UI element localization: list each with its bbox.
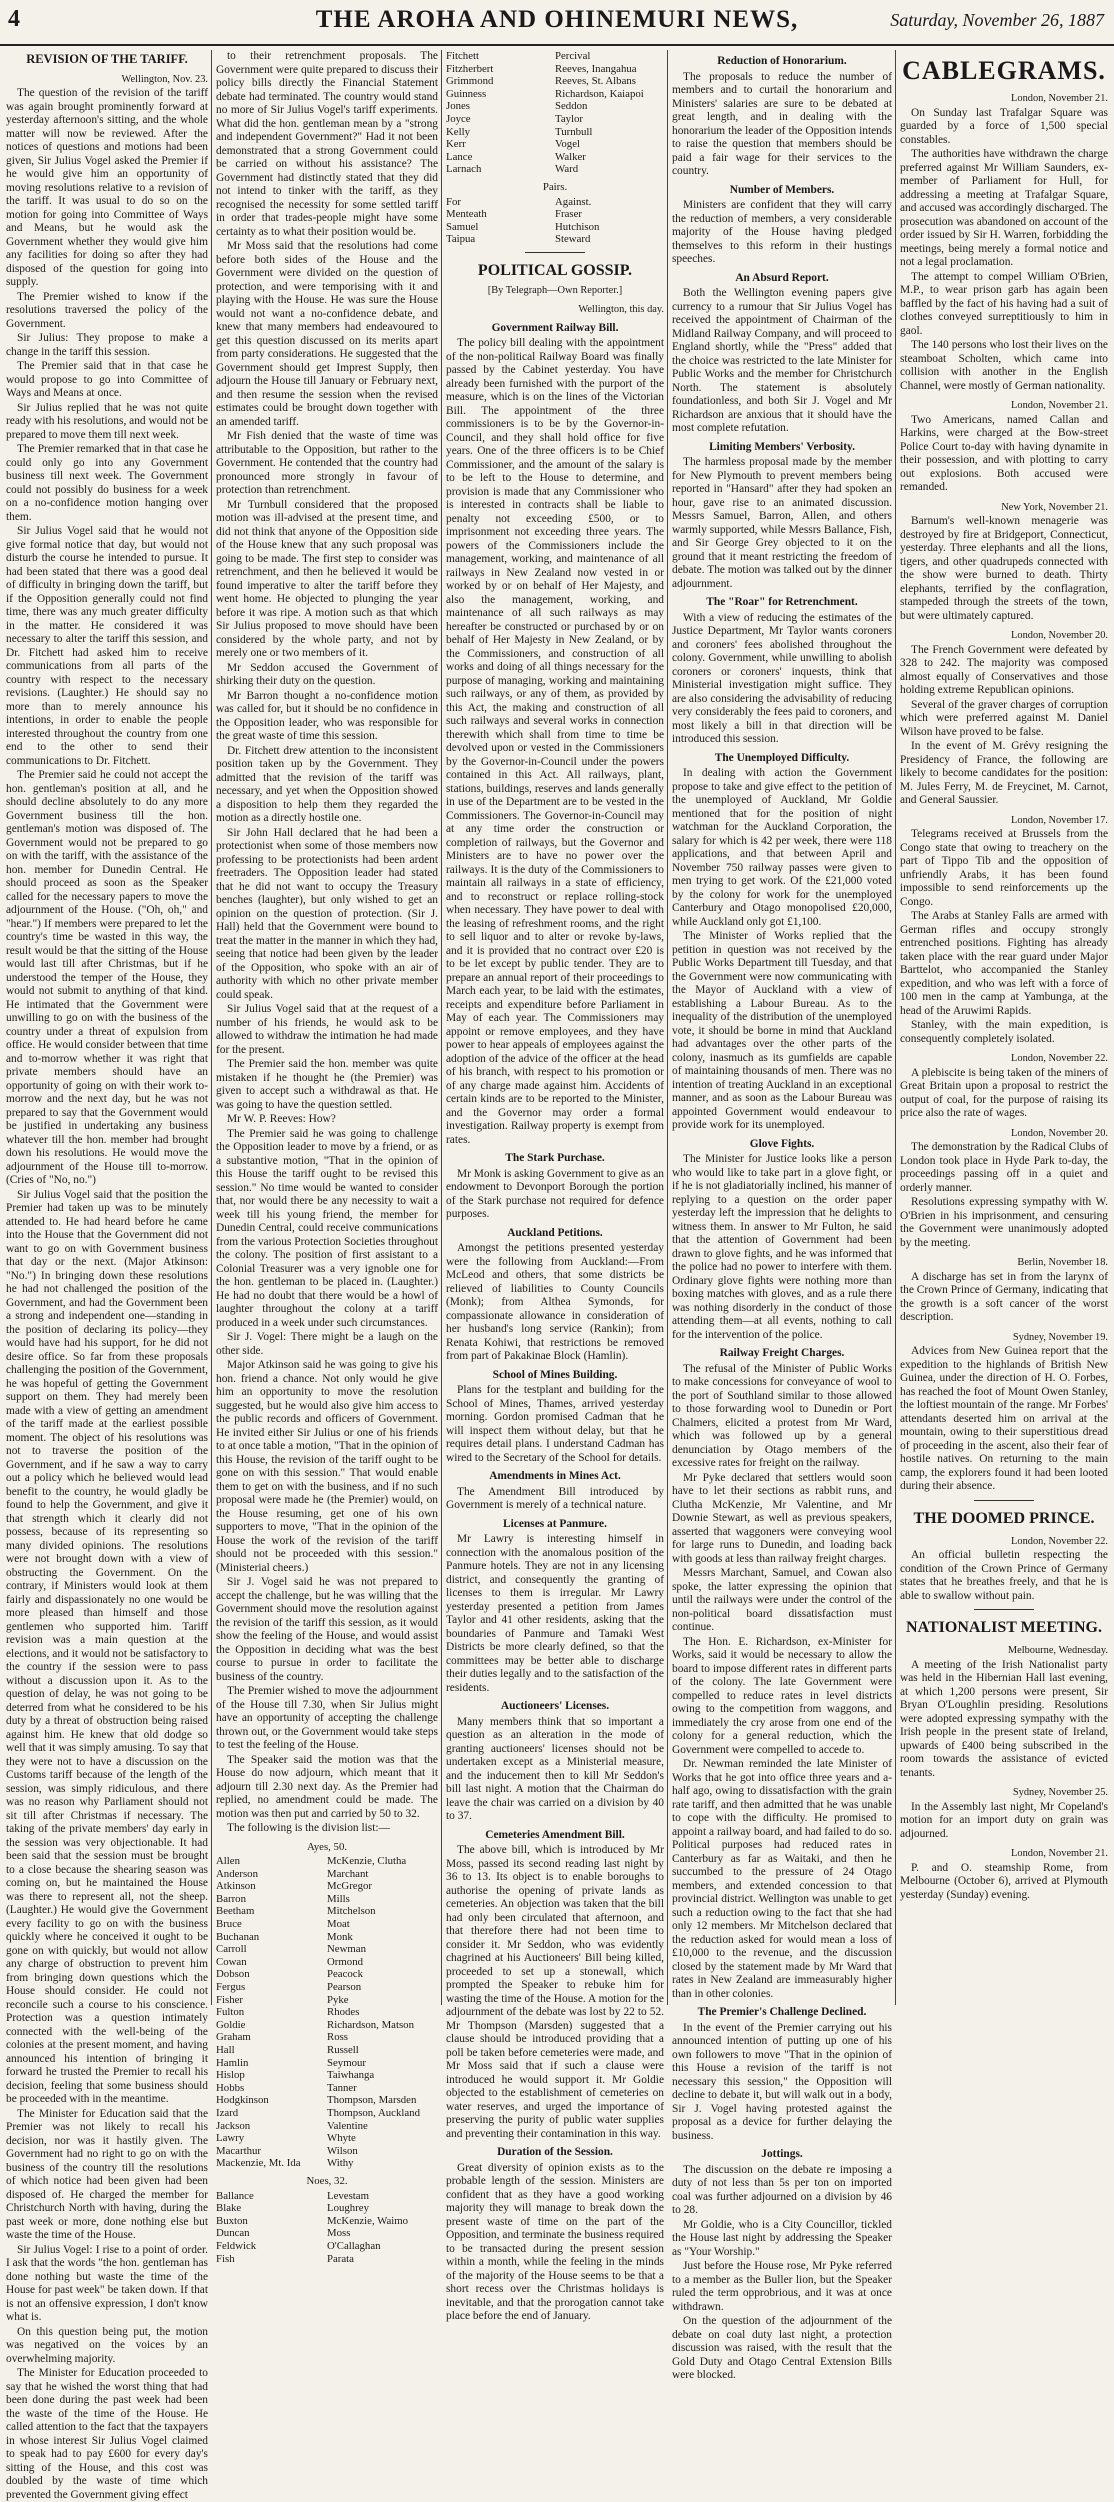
dateline: Berlin, November 18. xyxy=(1017,1257,1108,1268)
paragraph: The Premier said he could not accept the hon. gentleman's position at all, and he should decline absolutely to do any more Government business till the hon. gentleman's motion was disposed of. The Government would not be prepared to go on with the tariff, with the assistance of the hon. member for Dunedin Central. He should proceed as soon as the Speaker called for the necessary papers to move the adjournment of the House. ("Oh, oh," and "hear.") If members were prepared to let the country's time be wasted in this way, the result would be that the sitting of the House would last till after Christmas, but if he understood the temper of the House, they would not submit to anything of that kind. He intimated that the Government were unwilling to go on with the business of the country under a threat of expulsion from office. He would consider between that time and to-morrow whether it was right that private members should have an opportunity of going on with their work to-morrow and the next day, but he was not prepared to say that the Government would be justified in undertaking any business whatever till the hon. member had brought down his resolutions. He would move the adjournment of the House till to-morrow. (Cries of "No, no.") xyxy=(6,769,208,1186)
member-name: Ward xyxy=(555,163,579,176)
paragraph: Two Americans, named Callan and Harkins, were charged at the Bow-street Police Court to-day with having dynamite in their possession, and with plotting to carry out explosions. Both accused were remanded. xyxy=(900,413,1108,493)
article-body xyxy=(900,1847,1108,1902)
member-name: Moat xyxy=(327,1918,350,1931)
member-name: Taiwhanga xyxy=(327,2069,375,2082)
division-row xyxy=(216,1880,438,1893)
division-row xyxy=(216,2057,438,2070)
paragraph: The Premier said the hon. member was quite mistaken if he thought he (the Premier) was given to accept such a withdrawal as that. He was going to have the question settled. xyxy=(216,1058,438,1111)
paragraph: Sir J. Vogel said he was not prepared to accept the challenge, but he was willing that the Government should move the resolution against the revision of the tariff this session, as it would show the feeling of the House, and would assist the Opposition in deciding what was the best course to pursue in order to facilitate the business of the country. xyxy=(216,1576,438,1683)
pairs-header xyxy=(446,196,664,209)
section-heading: Glove Fights. xyxy=(749,1137,815,1150)
division-row xyxy=(216,2190,438,2203)
member-name: Kelly xyxy=(446,125,470,138)
dateline: London, November 21. xyxy=(1011,400,1108,411)
division-row xyxy=(446,75,664,88)
article-body xyxy=(900,1535,1108,1604)
ayes-label: Ayes, 50. xyxy=(306,1840,348,1853)
paragraph: Messrs Marchant, Samuel, and Cowan also spoke, the latter expressing the opinion that until the railways were under the control of the non-political board dissatisfaction must continue. xyxy=(672,1567,892,1633)
paragraph: Mr W. P. Reeves: How? xyxy=(227,1113,336,1125)
paragraph: Mr Goldie, who is a City Councillor, tickled the House last night by addressing the Speaker as "Your Worship." xyxy=(672,2218,892,2258)
paragraph: Mr Seddon accused the Government of shirking their duty on the question. xyxy=(216,661,438,687)
article-body xyxy=(900,1644,1108,1780)
member-name: Withy xyxy=(327,2157,354,2170)
column-4 xyxy=(672,50,892,2381)
section-heading: School of Mines Building. xyxy=(492,1368,618,1381)
paragraph: In the event of the Premier carrying out his announced intention of putting up one of his own followers to move "That in the opinion of this House a revision of the tariff is not necessary this session," the Opposition will decline to debate it, but will walk out in a body, Sir J. Vogel having protested against the proposal as a device for further delaying the business. xyxy=(672,2021,892,2142)
division-row xyxy=(216,2253,438,2266)
column-rule xyxy=(895,50,896,2005)
section-heading: Amendments in Mines Act. xyxy=(489,1470,621,1483)
paragraph: The Premier wished to know if the resolutions traversed the policy of the Government. xyxy=(6,290,208,330)
paragraph: The harmless proposal made by the member for New Plymouth to prevent members being reported in "Hansard" after they had spoken an hour, gave rise to an animated discussion. Messrs Samuel, Barron, Allen, and others warmly supported, while Messrs Ballance, Fish, and Sir George Grey objected to it on the ground that it meant restricting the freedom of debate. The motion was talked out by the dinner adjournment. xyxy=(672,456,892,590)
member-name: Cowan xyxy=(216,1955,247,1968)
member-name: Fulton xyxy=(216,2006,245,2019)
division-row xyxy=(446,63,664,76)
paragraph: Mr Monk is asking Government to give as an endowment to Devonport Borough the portion of the Stark purchase not required for defence purposes. xyxy=(446,1167,664,1221)
member-name: Fraser xyxy=(555,208,582,221)
column-rule xyxy=(441,50,442,2005)
member-name: Turnbull xyxy=(555,125,593,138)
member-name: Reeves, Inangahua xyxy=(555,62,637,75)
member-name: Feldwick xyxy=(216,2239,257,2252)
member-name: Mills xyxy=(327,1892,350,1905)
member-name: Seymour xyxy=(327,2056,366,2069)
pairs-against-label: Against. xyxy=(555,195,592,208)
paragraph: Mr Lawry is interesting himself in connection with the anomalous position of the Panmure hotels. They are not in any licensing district, and consequently the granting of licenses to them is irregular. Mr Lawry yesterday presented a petition from James Taylor and 41 other residents, asking that the boundaries of Panmure and Tamaki West Districts be more clearly defined, so that the committees may be better able to discharge their duties legally and to the satisfaction of the residents. xyxy=(446,1533,664,1694)
dateline: London, November 17. xyxy=(1011,814,1108,826)
division-row xyxy=(446,113,664,126)
paragraph: P. and O. steamship Rome, from Melbourne (October 6), arrived at Plymouth yesterday (Sunday) evening. xyxy=(900,1861,1108,1901)
member-name: Percival xyxy=(555,50,591,62)
article-heading: REVISION OF THE TARIFF. xyxy=(26,52,188,66)
member-name: Kerr xyxy=(446,138,466,151)
paragraph: Sir Julius Vogel said that at the request of a number of his friends, he would ask to be allowed to withdraw the intimation he had made for the present. xyxy=(216,1003,438,1056)
paragraph: The Premier remarked that in that case he could only go into any Government business till next week. The Government could not possibly do business for a week on a no-confidence motion hanging over them. xyxy=(6,443,208,523)
issue-date: Saturday, November 26, 1887 xyxy=(890,10,1104,30)
member-name: McGregor xyxy=(327,1880,372,1893)
article-body xyxy=(900,1786,1108,1841)
division-row xyxy=(216,2094,438,2107)
member-name: Larnach xyxy=(446,163,482,176)
member-name: Buxton xyxy=(216,2214,248,2227)
division-row xyxy=(216,2069,438,2082)
member-name: Hislop xyxy=(216,2069,245,2082)
member-name: Hobbs xyxy=(216,2081,245,2094)
member-name: Taylor xyxy=(555,112,584,125)
division-row xyxy=(216,2044,438,2057)
paragraph: The Minister of Works replied that the petition in question was not received by the Public Works Department till Tuesday, and that the Government were now communicating with the Mayor of Auckland with a view of establishing a Labour Bureau. As to the inequality of the distribution of the unemployed vote, it should be borne in mind that Auckland had advantages over the other parts of the colony, inasmuch as its gumfields are capable of maintaining thousands of men. There was no intention of treating Auckland in an exceptional manner, and as soon as the Labour Bureau was appointed Government would endeavour to provide work for its unemployed. xyxy=(672,930,892,1131)
member-name: Richardson, Matson xyxy=(327,2018,414,2031)
member-name: Dobson xyxy=(216,1968,250,1981)
section-heading: The "Roar" for Retrenchment. xyxy=(706,596,858,608)
division-row xyxy=(216,1855,438,1868)
section-heading: Auctioneers' Licenses. xyxy=(500,1700,610,1713)
division-row xyxy=(216,1868,438,1881)
member-name: Moss xyxy=(327,2227,351,2240)
division-row xyxy=(216,2019,438,2032)
dateline: Sydney, November 25. xyxy=(1012,1787,1108,1798)
pairs-list xyxy=(446,208,664,246)
ayes-list xyxy=(216,1855,438,2170)
member-name: Macarthur xyxy=(216,2144,261,2157)
paragraph: Many members think that so important a question as an alteration in the mode of granting auctioneers' licenses should not be undertaken except as a Ministerial measure, and the inducement then to kill Mr Seddon's bill last night. A motion that the Chairman do leave the chair was carried on a division by 40 to 37. xyxy=(446,1715,664,1823)
column-rule xyxy=(211,50,212,2005)
dateline: London, November 21. xyxy=(1011,93,1108,104)
paragraph: Dr. Newman reminded the late Minister of Works that he got into office three years and a-half ago, owing to dissatisfaction with the grain rate tariff, and then admitted that he was unable to cope with the difficulty. He promised to appoint a railway board, and had failed to do so. Political purposes had reduced rates in Canterbury as far as Waitaki, and then he succumbed to the pressure of 24 Otago members, and extended concession to that provincial district. Wellington was unable to get such a reduction owing to the fact that she had only 12 members. Mr Mitchelson declared that the reduction asked for would mean a loss of £10,000 to the revenue, and the discussion closed by the statement made by Mr Ward that rates in New Zealand are immeasurably higher than in other colonies. xyxy=(672,1758,892,2000)
section-heading: Limiting Members' Verbosity. xyxy=(709,440,855,453)
paragraph: Mr Barron thought a no-confidence motion was called for, but it should be no confidence in the Opposition leader, who was responsible for the great waste of time this session. xyxy=(216,689,438,742)
paragraph: Telegrams received at Brussels from the Congo state that owing to treachery on the part of Tippo Tib and the opposition of unfriendly Arabs, it has been found impossible to send reinforcements up the Congo. xyxy=(900,828,1108,908)
paragraph: The authorities have withdrawn the charge preferred against Mr William Saunders, ex-member of Parliament for Hull, for addressing a meeting at Trafalgar Square, and accused was accordingly discharged. The prosecution was abandoned on account of the order issued by Sir H. Warren, forbidding the meetings, being merely a formal notice and not a legal proclamation. xyxy=(900,148,1108,268)
section-heading: An Absurd Report. xyxy=(735,271,829,284)
paragraph: In dealing with action the Government propose to take and give effect to the petition of the unemployed of Auckland, Mr Goldie mentioned that for the position of night watchman for the Auckland Corporation, the salary for which is 42 per week, there were 118 applications, and that between April and November 750 railway passes were given to men trying to get work. Of the £21,000 voted by the colony for work for the unemployed Canterbury and Otago monopolised £20,000, while Auckland only got £1,100. xyxy=(672,767,892,928)
paragraph: A discharge has set in from the larynx of the Crown Prince of Germany, indicating that the growth is a soft cancer of the worst description. xyxy=(900,1270,1108,1323)
division-row xyxy=(216,2227,438,2240)
member-name: Russell xyxy=(327,2044,359,2056)
dateline: London, November 22. xyxy=(1011,1535,1108,1547)
divider xyxy=(974,1500,1034,1501)
cablegrams-body xyxy=(900,92,1108,1494)
paragraph: The Hon. E. Richardson, ex-Minister for Works, said it would be necessary to allow the board to impose different rates in different parts of the colony. The late Government were compelled to reduce rates in level districts owing to the competition from waggons, and immediately the cry arose from one end of the colony for a general reduction, which the Government were compelled to accede to. xyxy=(672,1635,892,1756)
member-name: Allen xyxy=(216,1855,240,1868)
section-heading: The Unemployed Difficulty. xyxy=(714,751,850,764)
newspaper-title: THE AROHA AND OHINEMURI NEWS, xyxy=(315,6,799,33)
member-name: Jones xyxy=(446,100,470,113)
division-row xyxy=(216,2132,438,2145)
division-row xyxy=(216,2215,438,2228)
paragraph: The attempt to compel William O'Brien, M.P., to wear prison garb has again been baffled by the fact of his having had a suit of clothes conveyed surreptitiously to him in gaol. xyxy=(900,270,1108,337)
member-name: Newman xyxy=(327,1943,366,1956)
member-name: Samuel xyxy=(446,220,479,233)
masthead xyxy=(0,0,1114,46)
member-name: Mitchelson xyxy=(327,1905,376,1918)
member-name: Lawry xyxy=(216,2132,245,2145)
member-name: Valentine xyxy=(327,2119,368,2132)
division-row xyxy=(216,1893,438,1906)
column-1 xyxy=(6,50,208,2501)
member-name: Reeves, St. Albans xyxy=(555,75,636,88)
paragraph: Barnum's well-known menagerie was destroyed by fire at Bridgeport, Connecticut, yesterday. Three elephants and all the lions, tigers, and other quadrupeds connected with the show were burned to death. Thirty elephants, terrified by the conflagration, stampeded through the streets of the town, but were ultimately captured. xyxy=(900,515,1108,622)
paragraph: Sir Julius Vogel said that the position the Premier had taken up was to be minutely attended to. He had heard before he came into the House that the Government did not want to go on with Government business that day or the next. (Major Atkinson: "No.") In bringing down these resolutions he had not challenged the position of the Government, and had the Government been a strong and independent one—standing in the position of declaring its policy—they would have had his support, for he did not desire office. So far from these proposals challenging the position of the Government, he was hopeful of getting the Government support on them. They had merely been made with a view of getting an amendment of the tariff made at the earliest possible moment. The object of his resolutions was not to traverse the position of the Government, and if he saw a way to carry out a policy which he believed would lead benefit to the country, he would gladly be found to help the Government, and give it that strength which it clearly did not possess, because of its representing so many divided opinions. The resolutions were not brought down with a view of obstructing the Government. On the contrary, if Ministers would look at them fairly and dispassionately no one would be more pleased than himself and those gentlemen who supported him. Tariff revision was a main question at the elections, and it would not be satisfactory to the country if the session were to pass without a discussion upon it. As to the question of delay, he was not going to be deterred from what he considered to be his duty by a threat of obstruction being raised against him. He knew that old dodge so well that it was simply amusing. To say that they were not to have a discussion on the Customs tariff because of the length of the session, was simply ridiculous, and there was no reason why Parliament should not sit till after Christmas if necessary. The taking of the private members' day early in the session was very objectionable. It had been said that the session must be brought to a close because the shearing season was coming on, but he maintained the House was there to represent all, not the sheep. (Laughter.) He would give the Government every facility to go on with the business quickly where he conceived it ought to be gone on with quickly, but would not allow any charge of obstruction to prevent him from bringing down questions which the House should consider. He could not reconcile such a course to his conscience. Protection was a question intimately connected with the well-being of the colonies at the present moment, and having announced his intention of bringing it forward he trusted the Premier to recall his decision, feeling that some business should be proceeded with in the meantime. xyxy=(6,1188,208,2105)
division-row xyxy=(446,208,664,221)
paragraph: A plebiscite is being taken of the miners of Great Britain upon a proposal to restrict the output of coal, for the purpose of raising its price also the rate of wages. xyxy=(900,1066,1108,1119)
division-row xyxy=(446,100,664,113)
member-name: McKenzie, Clutha xyxy=(327,1855,407,1868)
paragraph: The policy bill dealing with the appointment of the non-political Railway Board was finally passed by the Cabinet yesterday. You have already been furnished with the purport of the measure, which is on the lines of the Victorian Bill. The appointment of the three commissioners is to be by the Governor-in-Council, and they shall hold office for five years. One of the three officers is to be Chief Commissioner, and the amount of the salary is to be left to the House to determine, and provision is made that any Commissioner who is interested in contracts shall be liable to penalty not exceeding £500, or to imprisonment not exceeding three years. The powers of the Commissioners include the management, working, and maintenance of all railways in New Zealand now vested in or worked by or on behalf of Her Majesty, and also the management, working, and maintenance of all such railways as may hereafter be constructed or purchased by or on behalf of Her Majesty in New Zealand, or by the Commissioners, and construction of all works and doing of all things necessary for the purpose of managing, working and maintaining such railways, or any of them, as provided by this Act, the making and construction of all such railways and several works in connection therewith which shall from time to time be devolved upon or vested in the Commissioners by the Governor-in-Council under the powers contained in this Act. All railways, plant, stations, buildings, reserves and lands generally in use of the Department are to be vested in the Commissioners. The Governor-in-Council may at any time order the construction or completion of railways, but the Governor and Ministers are to have no power over the railways. It is the duty of the Commissioners to maintain all railways in a state of efficiency, and to reconstruct or replace rolling-stock when necessary. They have power to deal with the leasing of refreshment rooms, and the right to sell liquor and to alter or revoke by-laws, and it is provided that no contract over £20 is to be let except by public tender. They are to prepare an annual report of their proceedings to March each year, to be laid with the estimates, receipts and expenditure before Parliament in May of each year. The Commissioners may appoint or remove employees, and they have power to hear appeals of employees against the adoption of the advice of the officer at the head of his branch, with respect to his promotion or of any charge made against him. Accidents of certain kinds are to be reported to the Minister, and the Governor may order a formal investigation. Railway property is exempt from rates. xyxy=(446,337,664,1146)
member-name: Marchant xyxy=(327,1867,369,1880)
paragraph: The 140 persons who lost their lives on the steamboat Scholten, which came into collision with another in the English Channel, were mostly of German nationality. xyxy=(900,339,1108,392)
paragraph: On the question of the adjournment of the debate on coal duty last night, a protection discussion was raised, with the result that the Gold Duty and Otago Central Extension Bills were blocked. xyxy=(672,2315,892,2381)
paragraph: In the event of M. Grévy resigning the Presidency of France, the following are likely to become candidates for the position: M. Jules Ferry, M. de Freycinet, M. Carnot, and General Saussier. xyxy=(900,740,1108,806)
division-row xyxy=(216,1918,438,1931)
division-row xyxy=(216,2145,438,2158)
member-name: Tanner xyxy=(327,2081,357,2094)
paragraph: The Premier said that in that case he would propose to go into Committee of Ways and Means at once. xyxy=(6,360,208,399)
member-name: Menteath xyxy=(446,208,487,221)
paragraph: Stanley, with the main expedition, is consequently completely isolated. xyxy=(900,1019,1108,1045)
section-heading: Duration of the Session. xyxy=(497,2146,613,2159)
divider xyxy=(974,1609,1034,1610)
member-name: Fish xyxy=(216,2252,235,2265)
member-name: Seddon xyxy=(555,100,588,113)
member-name: Fisher xyxy=(216,1993,243,2006)
division-row xyxy=(216,2006,438,2019)
member-name: Ballance xyxy=(216,2189,254,2202)
division-row xyxy=(216,1943,438,1956)
member-name: Lance xyxy=(446,150,473,163)
member-name: O'Callaghan xyxy=(327,2239,381,2252)
division-row xyxy=(216,2120,438,2133)
division-row xyxy=(216,2107,438,2120)
member-name: Pyke xyxy=(327,1993,349,2006)
division-row xyxy=(216,2240,438,2253)
section-heading: Reduction of Honorarium. xyxy=(717,55,847,67)
member-name: Levestam xyxy=(327,2189,369,2202)
section-heading: Cemeteries Amendment Bill. xyxy=(485,1828,625,1841)
division-row xyxy=(446,126,664,139)
member-name: Izard xyxy=(216,2106,239,2119)
paragraph: The proposals to reduce the number of members and to curtail the honorarium and Ministers' salaries are sure to be debated at great length, and in dealing with the honorarium the leader of the Opposition intends to raise the question that members should be paid a fair wage for their services to the country. xyxy=(672,70,892,177)
division-row xyxy=(216,2157,438,2170)
member-name: Hamlin xyxy=(216,2056,249,2069)
paragraph: Sir John Hall declared that he had been a protectionist when some of those members now professing to be protectionists had been ardent freetraders. The Opposition leader had stated that he did not want to occupy the Treasury benches (laughter), but only wished to get an opinion on the question of protection. (Sir J. Hall) held that the Government were bound to treat the matter in the manner in which they had, seeing that notice had been given by the leader of the Opposition, who spoke with an air of authority with which no other private member could speak. xyxy=(216,826,438,1001)
paragraph: An official bulletin respecting the condition of the Crown Prince of Germany states that he breathes freely, and that he is able to swallow without pain. xyxy=(900,1549,1108,1602)
column-3 xyxy=(446,50,664,2323)
member-name: Fitzherbert xyxy=(446,62,494,75)
member-name: Monk xyxy=(327,1930,353,1943)
paragraph: Mr Turnbull considered that the proposed motion was ill-advised at the present time, and did not think that anyone of the Opposition side of the House knew that any such proposal was going to be made. The first step to consider was retrenchment, and then he believed it would be found imperative to alter the tariff before they went home. He objected to plunging the year before it was ripe. A motion such as that which Sir Julius proposed to move should have been considered by the whole party, and not by merely one or two members of it. xyxy=(216,498,438,659)
member-name: Rhodes xyxy=(327,2006,360,2019)
paragraph: The Premier said he was going to challenge the Opposition leader to move by a friend, or as a substantive motion, "That in the opinion of this House the tariff ought to be revised this session." No time would be wanted to consider that, nor would there be any necessity to wait a week till his young friend, the member for Dunedin Central, could receive communications from the various Protection Societies throughout the colony. The position of first assistant to a Colonial Treasurer was a very ignoble one for the hon. gentleman to be placed in. (Laughter.) He had no doubt that there would be a howl of laughter throughout the colony at a tariff produced in a week under such circumstances. xyxy=(216,1127,438,1329)
member-name: Thompson, Auckland xyxy=(327,2106,420,2119)
member-name: Barron xyxy=(216,1892,246,1905)
paragraph: Both the Wellington evening papers give currency to a rumour that Sir Julius Vogel has received the appointment of Chairman of the Midland Railway Company, and will proceed to England shortly, while the "Press" added that the choice was restricted to the late Minister for Public Works and the member for Christchurch North. The statement is absolutely foundationless, and both Sir J. Vogel and Mr Richardson are anxious that it should have the most complete refutation. xyxy=(672,287,892,434)
member-name: Hodgkinson xyxy=(216,2094,269,2107)
article-body xyxy=(6,87,208,2502)
division-row xyxy=(216,2031,438,2044)
paragraph: The discussion on the debate re imposing a duty of not less than 5s per ton on imported coal was further adjourned on a division by 46 to 28. xyxy=(672,2163,892,2216)
division-row xyxy=(216,1981,438,1994)
section-heading: Licenses at Panmure. xyxy=(503,1517,607,1530)
section-heading: Jottings. xyxy=(761,2148,803,2160)
paragraph: Great diversity of opinion exists as to the probable length of the session. Ministers are confident that as they have a good working majority they will manage to break down the present waste of time on the part of the Opposition, and terminate the business required to be transacted during the present session within a month, while the feeling in the minds of the majority of the House seems to be that a short recess over the Christmas holidays is inevitable, and that the prorogation cannot take place before the end of January. xyxy=(446,2161,664,2323)
division-row xyxy=(446,50,664,63)
member-name: Grimmond xyxy=(446,75,494,88)
paragraph: Sir Julius Vogel said that he would not give formal notice that day, but would not disturb the course he intended to pursue. It had been stated that there was a good deal of difficulty in bringing down the tariff, but if the Opposition generally could not find time, there was any much greater difficulty in the matter. He considered it was necessary to alter the tariff this session, and Dr. Fitchett had asked him to receive communications from all parts of the country with respect to the necessary revisions. (Laughter.) He should say no more than to merely announce his intentions, in order to enable the people interested throughout the country from one end to the other to send their communications to Dr. Fitchett. xyxy=(6,525,208,767)
member-name: Ormond xyxy=(327,1955,363,1968)
column-2 xyxy=(216,50,438,2265)
member-name: Parata xyxy=(327,2252,354,2265)
paragraph: The French Government were defeated by 328 to 242. The majority was composed almost equally of Conservatives and those holding extreme Republican opinions. xyxy=(900,643,1108,696)
paragraph: On this question being put, the motion was negatived on the voices by an overwhelming majority. xyxy=(6,2325,208,2365)
member-name: Pearson xyxy=(327,1981,362,1994)
member-name: Fergus xyxy=(216,1981,246,1994)
division-row xyxy=(446,233,664,246)
paragraph: The Speaker said the motion was that the House do now adjourn, which meant that it adjourn till 2.30 next day. As the Premier had replied, no amendment could be made. The motion was then put and carried by 50 to 32. xyxy=(216,1753,438,1820)
division-list-continued xyxy=(446,50,664,246)
paragraph: Mr Pyke declared that settlers would soon have to let their sections as rabbit runs, and Clutha McKenzie, Mr Valentine, and Mr Downie Stewart, as well as previous speakers, asserted that waggoners were conveying wool for large runs to Dunedin, and loading back with goods at less than railway freight charges. xyxy=(672,1471,892,1565)
section-heading: The Premier's Challenge Declined. xyxy=(697,2006,867,2018)
section-heading: Government Railway Bill. xyxy=(491,321,619,334)
paragraph: Sir Julius: They propose to make a change in the tariff this session. xyxy=(6,332,208,358)
article-heading: THE DOOMED PRINCE. xyxy=(913,1509,1095,1527)
division-row xyxy=(446,163,664,176)
paragraph: The above bill, which is introduced by Mr Moss, passed its second reading last night by 36 to 13. Its object is to enable boroughs to authorise the opening of private lands as cemeteries. An objection was taken that the bill had only been circulated that afternoon, and that therefore there had not been time to consider it. Mr Seddon, who was evidently chagrined at his Auctioneers' Bill being killed, proceeded to set up a stonewall, which prompted the Speaker to rebuke him for wasting the time of the House. A motion for the adjournment of the debate was lost by 22 to 52. Mr Thompson (Marsden) suggested that a clause should be introduced providing that a poll be taken before cemeteries were made, and Mr Moss said that if such a clause were introduced he would support it. Mr Goldie objected to the establishment of cemeteries on water reserves, and urged the importance of preserving the purity of public water supplies and preventing their contamination in this way. xyxy=(446,1844,664,2140)
paragraph: Ministers are confident that they will carry the reduction of members, a very considerable majority of the House having pledged themselves to this reform in their hustings speeches. xyxy=(672,199,892,265)
pairs-for-label: For xyxy=(446,195,461,208)
noes-list xyxy=(446,50,664,176)
division-row xyxy=(216,2082,438,2095)
member-name: Atkinson xyxy=(216,1880,256,1893)
division-row xyxy=(216,2202,438,2215)
noes-label: Noes, 32. xyxy=(306,2174,348,2187)
paragraph: With a view of reducing the estimates of the Justice Department, Mr Taylor wants coroners and coroners' fees abolished throughout the colony. Government, while unwilling to abolish coroners or coroners' inquests, think that Ministerial investigation might suffice. They are also considering the advisability of reducing very considerably the fees paid to coroners, and most likely a bill in that direction will be introduced this session. xyxy=(672,611,892,745)
member-name: Beetham xyxy=(216,1905,255,1918)
member-name: Anderson xyxy=(216,1867,258,1880)
member-name: Loughrey xyxy=(327,2202,369,2215)
member-name: Mackenzie, Mt. Ida xyxy=(216,2157,301,2170)
paragraph: Plans for the testplant and building for the School of Mines, Thames, arrived yesterday morning. Gordon promised Cadman that he will inspect them without delay, but that he requires detail plans. I understand Cadman has wired to the Secretary of the School for details. xyxy=(446,1384,664,1464)
paragraph: Mr Fish denied that the waste of time was attributable to the Opposition, but rather to the Government. He contended that the country had pronounced more strongly in favour of protection than retrenchment. xyxy=(216,430,438,496)
paragraph: Sir Julius replied that he was not quite ready with his resolutions, and would not be prepared to move them till next week. xyxy=(6,401,208,441)
member-name: Peacock xyxy=(327,1968,363,1981)
member-name: Hutchison xyxy=(555,220,600,233)
dateline: Melbourne, Wednesday. xyxy=(1007,1645,1108,1656)
member-name: Blake xyxy=(216,2202,242,2215)
section-heading: Number of Members. xyxy=(729,183,835,196)
member-name: Goldie xyxy=(216,2018,246,2031)
cablegrams-heading: CABLEGRAMS. xyxy=(902,56,1106,85)
dateline: London, November 20. xyxy=(1011,1127,1108,1139)
member-name: Guinness xyxy=(446,87,487,100)
division-row xyxy=(446,88,664,101)
column-5 xyxy=(900,50,1108,2005)
member-name: Buchanan xyxy=(216,1930,260,1943)
article-body xyxy=(216,50,438,1836)
paragraph: Just before the House rose, Mr Pyke referred to a member as the Buller lion, but the Speaker ruled the term opprobrious, and it was at once withdrawn. xyxy=(672,2260,892,2313)
paragraph: The following is the division list:— xyxy=(227,1822,390,1834)
page-number: 4 xyxy=(8,6,20,32)
paragraph: The Minister for Education said that the Premier was not likely to recall his decision, nor was it hastily given. The Government had no right to go on with the business of the country till the resolutions of which notice had been given had been disposed of. He charged the member for Christchurch North with having, during the past week or more, done nothing else but waste the time of the House. xyxy=(6,2107,208,2241)
member-name: Ross xyxy=(327,2031,349,2044)
paragraph: Major Atkinson said he was going to give his hon. friend a chance. Not only would he give him an opportunity to move the resolution suggested, but he would also give him access to the public records and officers of Government. He invited either Sir Julius or one of his friends to at once table a motion, "That in the opinion of this House, the revision of the tariff ought to be gone on with this session." That would enable them to get on with the business, and if no such proposal were made he (the Premier) would, on the House resuming, get one of his own supporters to move, "That in the opinion of the House the work of the revision of the tariff should not be proceeded with this session." (Ministerial cheers.) xyxy=(216,1359,438,1574)
division-list xyxy=(216,1841,438,2266)
member-name: Taipua xyxy=(446,233,476,246)
member-name: Walker xyxy=(555,150,586,163)
member-name: Hall xyxy=(216,2044,235,2056)
dateline: Sydney, November 19. xyxy=(1012,1331,1108,1343)
article-heading: POLITICAL GOSSIP. xyxy=(477,261,633,279)
paragraph: The Amendment Bill introduced by Government is merely of a technical nature. xyxy=(446,1485,664,1512)
paragraph: Resolutions expressing sympathy with W. O'Brien in his imprisonment, and censuring the Government were unanimously adopted by the meeting. xyxy=(900,1196,1108,1249)
byline: [By Telegraph—Own Reporter.] xyxy=(487,284,623,296)
member-name: Steward xyxy=(555,233,591,246)
paragraph: Dr. Fitchett drew attention to the inconsistent position taken up by the Government. They admitted that the revision of the tariff was necessary, and yet when the Opposition showed a disposition to help them they regarded the motion as a directly hostile one. xyxy=(216,744,438,824)
paragraph: to their retrenchment proposals. The Government were quite prepared to discuss their policy bills directly the Financial Statement debate had terminated. The country would stand no more of Sir Julius Vogel's tariff experiments. What did the hon. gentleman mean by a "strong and independent Government?" Had it not been demonstrated that a strong Government could be carried on without his assistance? The Government had distinctly stated that they did not intend to tinker with the tariff, as they recognised the necessity for some settled tariff in order that trades-people might have some certainty as to what their position would be. xyxy=(216,50,438,238)
section-heading: The Stark Purchase. xyxy=(505,1152,605,1165)
member-name: Richardson, Kaiapoi xyxy=(555,87,644,100)
article-body xyxy=(446,322,664,2324)
division-row xyxy=(216,1968,438,1981)
member-name: Joyce xyxy=(446,112,471,125)
dateline: London, November 21. xyxy=(1011,1848,1108,1859)
article-body xyxy=(672,55,892,2383)
division-row xyxy=(216,1994,438,2007)
article-heading: NATIONALIST MEETING. xyxy=(906,1619,1102,1636)
division-row xyxy=(446,151,664,164)
dateline: Wellington, this day. xyxy=(578,304,664,316)
division-row xyxy=(216,1931,438,1944)
member-name: McKenzie, Waimo xyxy=(327,2214,409,2227)
paragraph: Amongst the petitions presented yesterday were the following from Auckland:—From McLeod and others, that some districts be relieved of liabilities to County Councils (Monk); from Althea Symonds, for compassionate allowance in consideration of her husband's long service (Rankin); from Renata Kohiwi, that restrictions be removed from part of Pakakinae Block (Hamlin). xyxy=(446,1242,664,1363)
division-row xyxy=(216,1905,438,1918)
division-row xyxy=(446,138,664,151)
paragraph: Mr Moss said that the resolutions had come before both sides of the House and the Government were divided on the question of protection, and were temporising with it and playing with the House. He was sure the House would not want a no-confidence debate, and knew that many members had endeavoured to get this question discussed on its merits apart from party considerations. He suggested that the Government should get Imprest Supply, then adjourn the House till January or February next, and then resume the session when the revised estimates could be brought down together with an amended tariff. xyxy=(216,240,438,428)
paragraph: The refusal of the Minister of Public Works to make concessions for conveyance of wool to the port of Southland similar to those allowed to those forwarding wool to Dunedin or Port Chalmers, elicited a protest from Mr Ward, which was followed up by a general denunciation by Otago members of the excessive rates for freight on the railway. xyxy=(672,1362,892,1469)
member-name: Thompson, Marsden xyxy=(327,2094,417,2107)
paragraph: In the Assembly last night, Mr Copeland's motion for an import duty on grain was adjourned. xyxy=(900,1800,1108,1840)
noes-list xyxy=(216,2190,438,2266)
dateline: London, November 22. xyxy=(1011,1053,1108,1064)
division-row xyxy=(446,221,664,234)
member-name: Jackson xyxy=(216,2119,251,2132)
paragraph: On Sunday last Trafalgar Square was guarded by a force of 1,500 special constables. xyxy=(900,106,1108,146)
member-name: Graham xyxy=(216,2031,251,2044)
dateline: New York, November 21. xyxy=(1001,501,1108,513)
section-heading: Railway Freight Charges. xyxy=(719,1347,845,1359)
paragraph: Several of the graver charges of corruption which were preferred against M. Daniel Wilson have proved to be false. xyxy=(900,698,1108,738)
member-name: Bruce xyxy=(216,1918,242,1931)
paragraph: The demonstration by the Radical Clubs of London took place in Hyde Park to-day, the proceedings passing off in a quiet and orderly manner. xyxy=(900,1141,1108,1194)
paragraph: The Minister for Justice looks like a person who would like to take part in a glove fight, or if he is not gladiatorially inclined, his manner of replying to a question on the order paper yesterday left the impression that he delights to witness them. In answer to Mr Fulton, he said that the attention of Government had been drawn to glove fights, and he was informed that the police had no power to interfere with them. Ordinary glove fights were nothing more than boxing matches with gloves, and as a rule there was nothing disorderly in the conduct of those attending them—at all events, nothing to call for the intervention of the police. xyxy=(672,1153,892,1341)
paragraph: Sir J. Vogel: There might be a laugh on the other side. xyxy=(216,1331,438,1357)
paragraph: Advices from New Guinea report that the expedition to the highlands of British New Guinea, under the direction of H. O. Forbes, has reached the foot of Mount Owen Stanley, the loftiest mountain of the range. Mr Forbes' attendants deserted him on arrival at the mountain, owing to their superstitious dread of proceeding in the ascent, also their fear of hostile natives. On returning to the main camp, the explorers found it had been looted during their absence. xyxy=(900,1345,1108,1492)
paragraph: The Arabs at Stanley Falls are armed with German rifles and occupy strongly entrenched positions. Fighting has already taken place with the rear guard under Major Barttelot, who accompanied the Stanley expedition, and who was left with a force of 100 men in the camp at Yambunga, at the head of the Aruwimi Rapids. xyxy=(900,910,1108,1017)
column-rule xyxy=(667,50,668,2005)
paragraph: A meeting of the Irish Nationalist party was held in the Hibernian Hall last evening, at which 1,200 persons were present, Sir Bryan O'Loughlin presiding. Resolutions were adopted expressing sympathy with the Irish people in the present state of Ireland, upwards of £400 being subscribed in the room towards the assistance of evicted tenants. xyxy=(900,1658,1108,1779)
member-name: Whyte xyxy=(327,2132,356,2145)
pairs-label: Pairs. xyxy=(542,180,568,193)
divider xyxy=(525,252,585,253)
dateline: Wellington, Nov. 23. xyxy=(121,73,208,85)
paragraph: The Premier wished to move the adjournment of the House till 7.30, when Sir Julius might have an opportunity of accepting the challenge thrown out, or the Government would take steps to test the feeling of the House. xyxy=(216,1685,438,1751)
member-name: Wilson xyxy=(327,2144,358,2157)
paragraph: The question of the revision of the tariff was again brought prominently forward at yesterday afternoon's sitting, and the whole matter will now be reviewed. After the notices of questions and motions had been given, Sir Julius Vogel asked the Premier if he would give him an opportunity of moving resolutions relative to a revision of the tariff. It was usual to do so on the motion for going into Committee of Ways and Means, but he would ask the Government whether they would give him any facilities for doing so after they had disposed of the question for going into supply. xyxy=(6,87,208,288)
member-name: Vogel xyxy=(555,138,580,151)
paragraph: Sir Julius Vogel: I rise to a point of order. I ask that the words "the hon. gentleman has done nothing but waste the time of the House for past week" be taken down. If that is not an offensive expression, I don't know what is. xyxy=(6,2243,208,2323)
member-name: Duncan xyxy=(216,2227,250,2240)
member-name: Carroll xyxy=(216,1943,247,1956)
member-name: Fitchett xyxy=(446,50,479,62)
dateline: London, November 20. xyxy=(1011,630,1108,641)
paragraph: The Minister for Education proceeded to say that he wished the worst thing that had been done during the past week had been the waste of the time of the House. He called attention to the fact that the taxpayers in whose interest Sir Julius Vogel claimed to speak had to pay £600 for every day's sitting of the House, and this cost was doubled by the waste of time which prevented the Government giving effect xyxy=(6,2367,208,2501)
section-heading: Auckland Petitions. xyxy=(507,1226,603,1239)
division-row xyxy=(216,1956,438,1969)
